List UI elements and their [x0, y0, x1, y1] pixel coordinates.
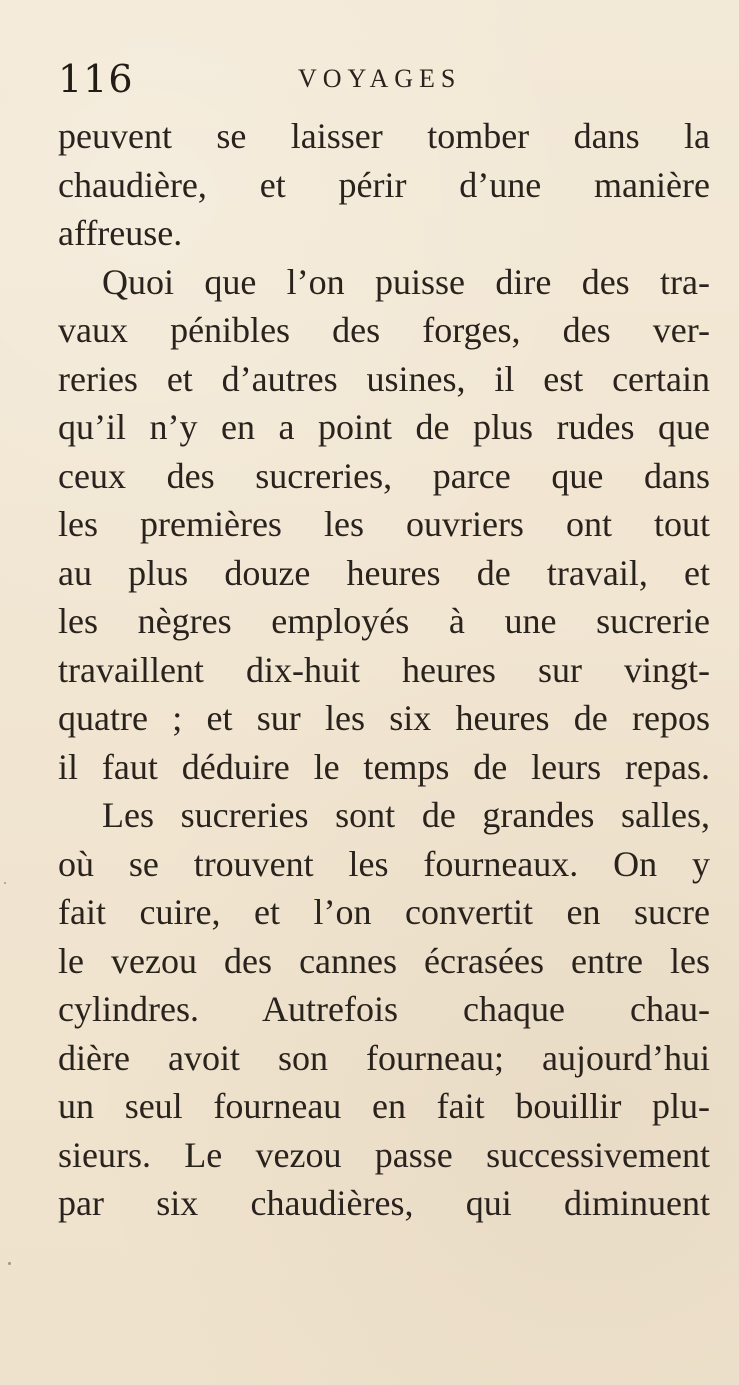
body-text — [58, 112, 710, 1228]
text-line: travaillent dix-huit heures sur vingt- — [58, 649, 710, 690]
text-line: le vezou des cannes écrasées entre les — [58, 940, 710, 981]
text-line: chaudière, et périr d’une manière — [58, 164, 710, 205]
running-head: VOYAGES — [298, 64, 462, 93]
text-line: affreuse. — [58, 213, 183, 253]
text-line: sieurs. Le vezou passe successivement — [58, 1134, 710, 1175]
text-line: qu’il n’y en a point de plus rudes que — [58, 407, 710, 447]
text-line: quatre ; et sur les six heures de repos — [58, 698, 710, 738]
text-line: cylindres. Autrefois chaque chau- — [58, 989, 710, 1029]
paragraph-start-line: Quoi que l’on puisse dire des tra- — [102, 261, 710, 302]
page-number: 116 — [58, 57, 134, 101]
text-line: par six chaudières, qui diminuent — [58, 1183, 710, 1223]
text-line: les premières les ouvriers ont tout — [58, 504, 710, 544]
page-header — [58, 58, 708, 100]
text-line: reries et d’autres usines, il est certain — [58, 358, 710, 399]
text-line: dière avoit son fourneau; aujourd’hui — [58, 1037, 710, 1078]
text-line: un seul fourneau en fait bouillir plu- — [58, 1086, 710, 1126]
paper-speck — [4, 882, 6, 884]
text-line: ceux des sucreries, parce que dans — [58, 455, 710, 496]
text-line: où se trouvent les fourneaux. On y — [58, 843, 710, 884]
text-line: il faut déduire le temps de leurs repas. — [58, 746, 710, 787]
text-line: les nègres employés à une sucrerie — [58, 601, 710, 641]
text-line: peuvent se laisser tomber dans la — [58, 116, 710, 156]
text-line: fait cuire, et l’on convertit en sucre — [58, 892, 710, 932]
text-line: au plus douze heures de travail, et — [58, 552, 710, 593]
paragraph-start-line: Les sucreries sont de grandes salles, — [102, 795, 710, 835]
text-line: vaux pénibles des forges, des ver- — [58, 310, 710, 350]
paper-speck — [8, 1262, 11, 1265]
